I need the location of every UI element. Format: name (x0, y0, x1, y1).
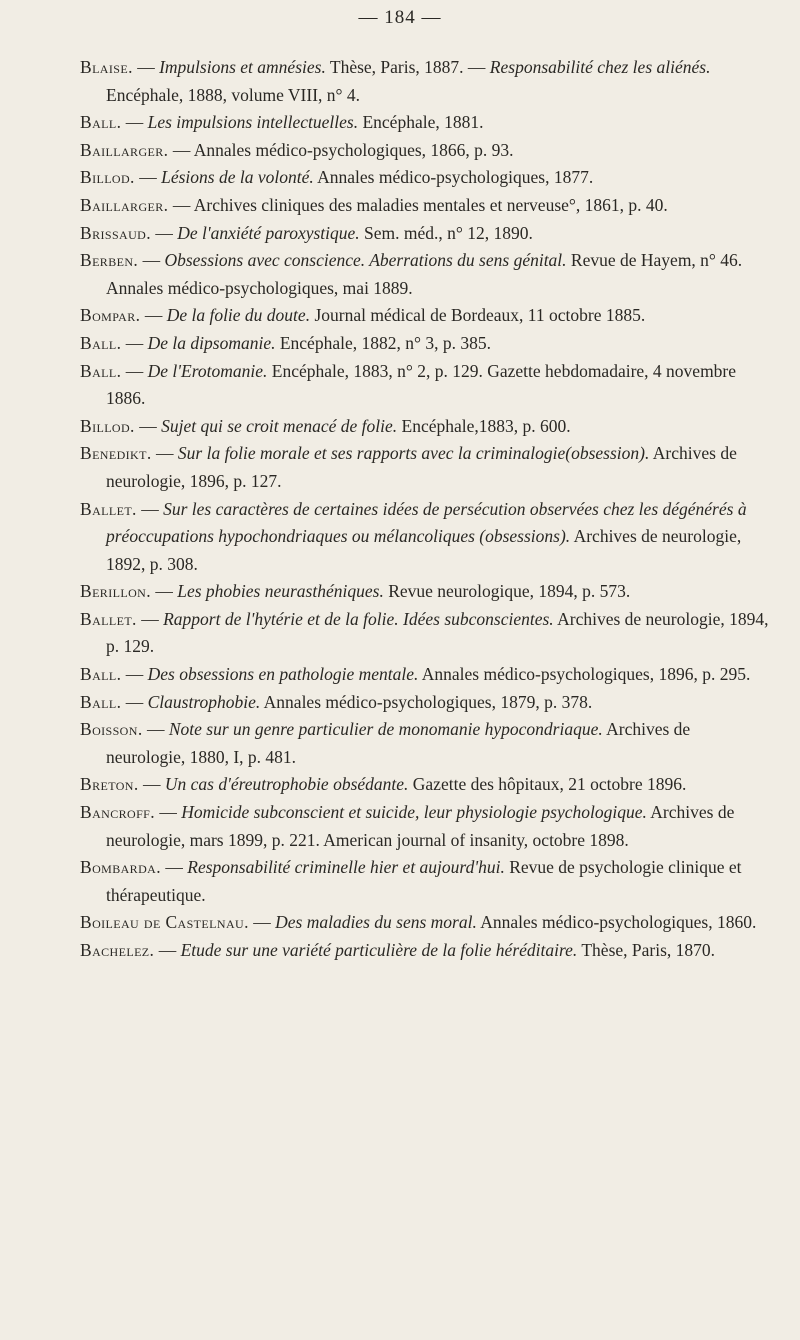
entry-title: Impulsions et amnésies. (159, 57, 326, 77)
entry-source: Gazette des hôpitaux, 21 octobre 1896. (408, 774, 687, 795)
entry-title: Homicide subconscient et suicide, leur physiologie psychologique. (181, 802, 647, 823)
bibliography-entry (80, 440, 772, 495)
entry-source: Annales médico-psychologiques, 1877. (313, 167, 594, 188)
entry-source: Thèse, Paris, 1887. — (325, 57, 490, 77)
entry-source: Archives cliniques des maladies mentales et nerveuse°, 1861, p. 40. (193, 194, 668, 215)
bibliography-entry (80, 496, 772, 579)
entry-separator: — (155, 802, 182, 823)
entry-separator: — (138, 774, 165, 795)
entry-source: Archives de neurologie, 1892, p. 308. (106, 526, 742, 574)
page-number: — 184 — (358, 7, 442, 28)
entry-source: Revue de psychologie clinique et thérapeutique. (106, 857, 742, 905)
entry-author: Ball. (80, 112, 122, 133)
entry-title: Lésions de la volonté. (161, 167, 314, 188)
entry-author: Breton. (80, 774, 139, 795)
entry-author: Ball. (80, 332, 122, 353)
entry-source: Encéphale, 1882, n° 3, p. 385. (275, 332, 491, 353)
entry-title: Un cas d'éreutrophobie obsédante. (164, 774, 409, 795)
bibliography-entry (80, 247, 772, 302)
entry-title: De l'Erotomanie. (147, 360, 268, 381)
entry-source: Encéphale, 1883, n° 2, p. 129. Gazette hebdomadaire, 4 novembre 1886. (106, 360, 737, 409)
bibliography-entry (80, 799, 772, 854)
entry-separator: — (168, 139, 194, 160)
bibliography-entry (80, 413, 772, 441)
entry-title: Des obsessions en pathologie mentale. (147, 664, 419, 685)
entry-source: Annales médico-psychologiques, 1879, p. 378. (260, 691, 593, 712)
bibliography-entry (80, 689, 772, 717)
entry-source: Archives de neurologie, mars 1899, p. 221. American journal of insanity, octobre 1898. (106, 802, 735, 850)
entry-source: Archives de neurologie, 1880, I, p. 481. (106, 719, 691, 767)
entry-source: Encéphale, 1881. (358, 112, 484, 133)
entry-title: Des maladies du sens moral. (275, 912, 477, 933)
entry-author: Blaise. (80, 57, 133, 77)
entry-source: Revue de Hayem, n° 46. Annales médico-psychologiques, mai 1889. (106, 250, 743, 298)
entry-title: Responsabilité criminelle hier et aujourd'hui. (187, 857, 505, 878)
entry-source: Annales médico-psychologiques, 1896, p. 295. (418, 664, 751, 685)
entry-source: Thèse, Paris, 1870. (577, 940, 716, 960)
bibliography-entry (80, 716, 772, 771)
entry-separator: — (132, 57, 160, 77)
entry-separator: — (154, 940, 181, 960)
entry-author: Bancroff. (80, 802, 156, 823)
entry-separator: — (168, 194, 194, 215)
bibliography-entry (80, 54, 772, 109)
entry-source: Journal médical de Bordeaux, 11 octobre 1885. (310, 305, 646, 326)
bibliography-entry (80, 661, 772, 689)
entry-title: Etude sur une variété particulière de la folie héréditaire. (180, 940, 578, 960)
entry-title: Claustrophobie. (147, 691, 261, 712)
bibliography-entry (80, 358, 772, 413)
entry-title: De la dipsomanie. (147, 332, 276, 353)
entry-separator: — (121, 691, 148, 712)
entry-source: Annales médico-psychologiques, 1860. (476, 912, 757, 933)
entry-author: Benedikt. (80, 443, 152, 464)
entry-separator: — (151, 443, 178, 464)
entry-separator: — (136, 608, 164, 629)
bibliography-entry (80, 164, 772, 192)
bibliography-entry (80, 302, 772, 330)
entry-separator: — (138, 250, 165, 271)
entry-title: Sujet qui se croit menacé de folie. (161, 415, 398, 436)
bibliography-entry (80, 330, 772, 358)
entry-title-secondary: Responsabilité chez les aliénés. (489, 57, 711, 77)
bibliography-entry (80, 137, 772, 165)
entry-separator: — (161, 857, 188, 878)
entry-separator: — (121, 332, 148, 353)
entry-title: Rapport de l'hytérie et de la folie. Idées subconscientes. (163, 608, 554, 629)
entry-separator: — (136, 498, 164, 519)
bibliography-entry (80, 937, 772, 965)
bibliography-entry (80, 578, 772, 606)
entry-author: Ball. (80, 691, 122, 712)
entry-separator: — (121, 112, 148, 133)
entry-author: Boileau de Castelnau. (80, 912, 249, 933)
entry-author: Boisson. (80, 719, 143, 740)
entry-author: Berben. (80, 250, 139, 271)
entry-author: Ballet. (80, 498, 137, 519)
entry-author: Baillarger. (80, 194, 169, 215)
entry-title: Sur les caractères de certaines idées de persécution observées chez les dégénérés à préoccupations hypochondriaques ou mélancoliques (obsessions). (106, 498, 747, 547)
entry-author: Berillon. (80, 581, 151, 602)
bibliography-entry (80, 854, 772, 909)
entry-author: Bachelez. (80, 940, 155, 960)
entry-source: Revue neurologique, 1894, p. 573. (383, 581, 631, 602)
bibliography-entry (80, 109, 772, 137)
entry-source: Encéphale,1883, p. 600. (397, 415, 571, 436)
entry-separator: — (248, 912, 276, 933)
entry-separator: — (150, 581, 178, 602)
entry-author: Ball. (80, 664, 122, 685)
bibliography-entry (80, 220, 772, 248)
entry-author: Ball. (80, 360, 122, 381)
entry-title: Obsessions avec conscience. Aberrations du sens génital. (164, 250, 567, 271)
entry-source: Sem. méd., n° 12, 1890. (359, 222, 533, 243)
entry-title: Les impulsions intellectuelles. (147, 112, 359, 133)
entry-source: Annales médico-psychologiques, 1866, p. 93. (193, 139, 514, 160)
entry-separator: — (134, 415, 162, 436)
entry-separator: — (142, 719, 169, 740)
bibliography-entry (80, 771, 772, 799)
bibliography-entry (80, 606, 772, 661)
entry-author: Baillarger. (80, 139, 169, 160)
entry-separator: — (151, 222, 178, 243)
bibliography-entry (80, 909, 772, 937)
entry-author: Billod. (80, 167, 135, 188)
entry-author: Bombarda. (80, 857, 161, 878)
entry-source: Archives de neurologie, 1894, p. 129. (106, 608, 769, 657)
entry-title: Note sur un genre particulier de monomanie hypocondriaque. (168, 719, 603, 740)
entry-author: Ballet. (80, 608, 137, 629)
entry-separator: — (121, 664, 148, 685)
entry-title: De la folie du doute. (166, 305, 311, 326)
bibliography-list (80, 54, 772, 965)
entry-title: Les phobies neurasthéniques. (177, 581, 384, 602)
entry-separator: — (140, 305, 167, 326)
entry-title: Sur la folie morale et ses rapports avec la criminalogie(obsession). (177, 443, 650, 464)
entry-author: Bompar. (80, 305, 141, 326)
entry-author: Billod. (80, 415, 135, 436)
entry-separator: — (134, 167, 162, 188)
entry-source: Archives de neurologie, 1896, p. 127. (106, 443, 737, 491)
entry-author: Brissaud. (80, 222, 151, 243)
bibliography-entry (80, 192, 772, 220)
entry-separator: — (121, 360, 148, 381)
entry-title: De l'anxiété paroxystique. (177, 222, 360, 243)
entry-source-secondary: Encéphale, 1888, volume VIII, n° 4. (106, 84, 361, 105)
